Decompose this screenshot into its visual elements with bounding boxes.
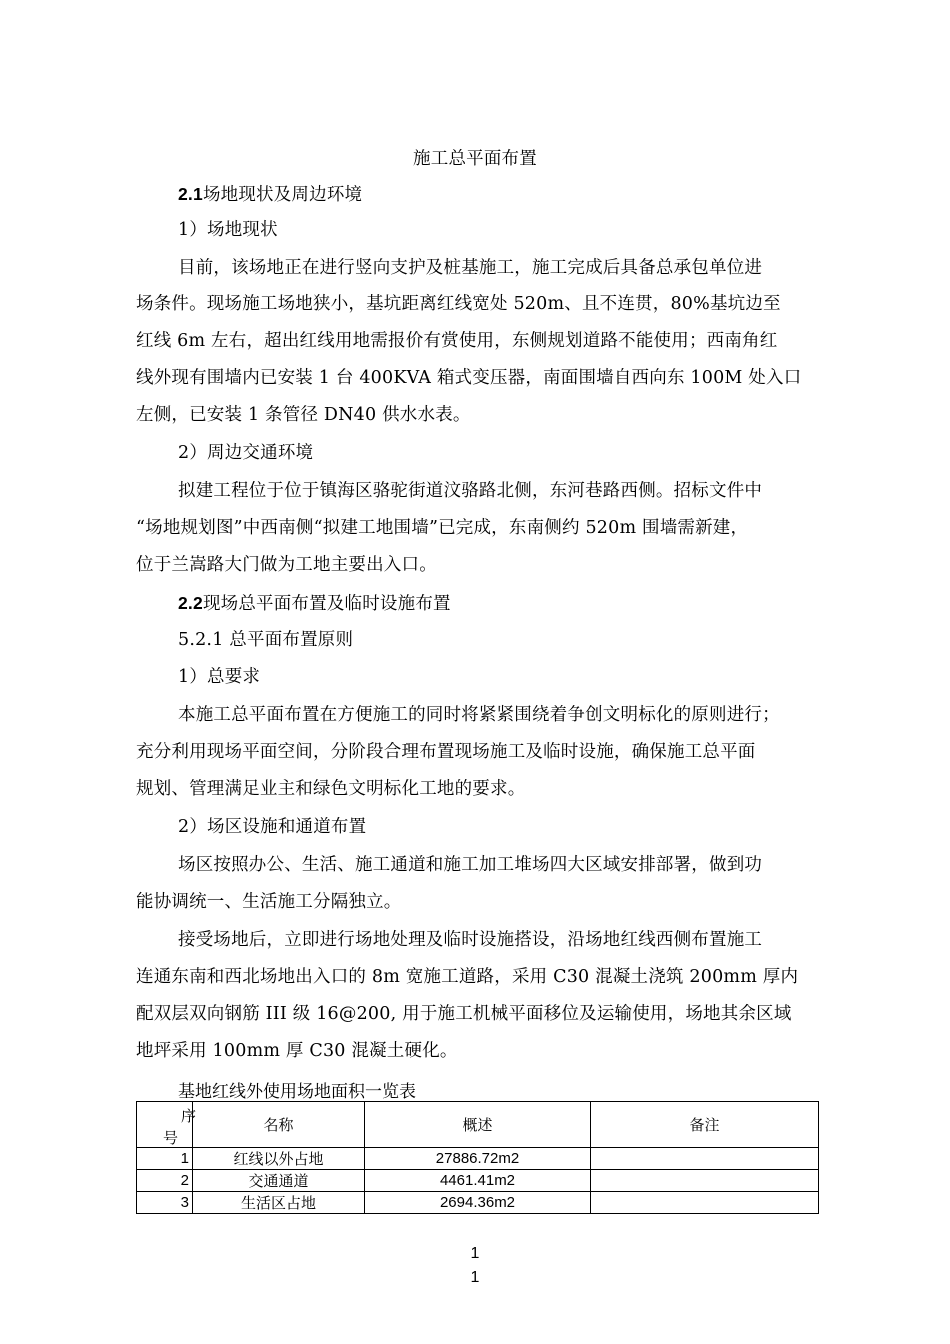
paragraph-line: 地坪采用 100mm 厚 C30 混凝土硬化。	[136, 1041, 458, 1061]
section-heading-2-2	[178, 591, 868, 616]
page-title: 施工总平面布置	[413, 149, 537, 169]
header-cell-no	[137, 1102, 197, 1148]
paragraph-line: 连通东南和西北场地出入口的 8m 宽施工道路，采用 C30 混凝土浇筑 200mm 厚内	[136, 967, 799, 987]
section-number: 2.2	[178, 593, 203, 613]
cell-note	[591, 1148, 819, 1170]
cell-no: 3	[137, 1192, 193, 1214]
paragraph-line: 充分利用现场平面空间，分阶段合理布置现场施工及临时设施，确保施工总平面	[136, 742, 756, 762]
header-no-char-1: 序	[181, 1106, 197, 1125]
header-cell-name: 名称	[193, 1102, 365, 1148]
paragraph-line: 左侧，已安装 1 条管径 DN40 供水水表。	[136, 405, 471, 425]
paragraph-line: 场区按照办公、生活、施工通道和施工加工堆场四大区域安排部署，做到功	[178, 855, 763, 875]
section-heading-2-1	[178, 182, 868, 207]
section-number: 2.1	[178, 184, 203, 204]
section-title: 现场总平面布置及临时设施布置	[202, 594, 451, 614]
cell-name: 红线以外占地	[193, 1148, 365, 1170]
page-number: 1	[470, 1245, 480, 1262]
cell-no: 1	[137, 1148, 193, 1170]
table-caption: 基地红线外使用场地面积一览表	[178, 1082, 416, 1102]
paragraph-line: 红线 6m 左右，超出红线用地需报价有赏使用，东侧规划道路不能使用；西南角红	[136, 331, 778, 351]
paragraph-line: 位于兰嵩路大门做为工地主要出入口。	[136, 555, 437, 575]
table-row	[137, 1170, 819, 1192]
paragraph-line: 目前，该场地正在进行竖向支护及桩基施工，施工完成后具备总承包单位进	[178, 258, 763, 278]
header-cell-note: 备注	[591, 1102, 819, 1148]
paragraph-line: 接受场地后，立即进行场地处理及临时设施搭设，沿场地红线西侧布置施工	[178, 930, 763, 950]
cell-note	[591, 1192, 819, 1214]
cell-desc: 4461.41m2	[365, 1170, 591, 1192]
paragraph-line: 规划、管理满足业主和绿色文明标化工地的要求。	[136, 779, 526, 799]
subheading-traffic: 2）周边交通环境	[178, 443, 314, 463]
table-row	[137, 1192, 819, 1214]
paragraph-line: 拟建工程位于位于镇海区骆驼街道汶骆路北侧，东河巷路西侧。招标文件中	[178, 481, 763, 501]
paragraph-line: 场条件。现场施工场地狭小，基坑距离红线宽处 520m、且不连贯，80%基坑边至	[136, 294, 781, 314]
subheading-general-requirements: 1）总要求	[178, 667, 261, 687]
paragraph-line: “场地规划图”中西南侧“拟建工地围墙”已完成，东南侧约 520m 围墙需新建，	[136, 518, 749, 538]
table-header-row	[137, 1102, 819, 1148]
page-number: 1	[470, 1269, 480, 1286]
section-title: 场地现状及周边环境	[202, 185, 363, 205]
subheading-facilities: 2）场区设施和通道布置	[178, 817, 367, 837]
paragraph-line: 线外现有围墙内已安装 1 台 400KVA 箱式变压器，南面围墙自西向东 100M 处入口	[136, 368, 802, 388]
cell-name: 生活区占地	[193, 1192, 365, 1214]
header-no-char-2: 号	[163, 1128, 179, 1147]
cell-desc: 2694.36m2	[365, 1192, 591, 1214]
cell-no: 2	[137, 1170, 193, 1192]
header-cell-desc: 概述	[365, 1102, 591, 1148]
area-table	[136, 1101, 819, 1214]
subsection-heading-5-2-1: 5.2.1 总平面布置原则	[178, 630, 354, 650]
cell-note	[591, 1170, 819, 1192]
paragraph-line: 能协调统一、生活施工分隔独立。	[136, 892, 402, 912]
paragraph-line: 本施工总平面布置在方便施工的同时将紧紧围绕着争创文明标化的原则进行；	[178, 705, 780, 725]
subheading-site-status: 1）场地现状	[178, 220, 278, 240]
cell-name: 交通通道	[193, 1170, 365, 1192]
cell-desc: 27886.72m2	[365, 1148, 591, 1170]
table-row	[137, 1148, 819, 1170]
paragraph-line: 配双层双向钢筋 III 级 16@200, 用于施工机械平面移位及运输使用，场地其余区域	[136, 1004, 792, 1024]
